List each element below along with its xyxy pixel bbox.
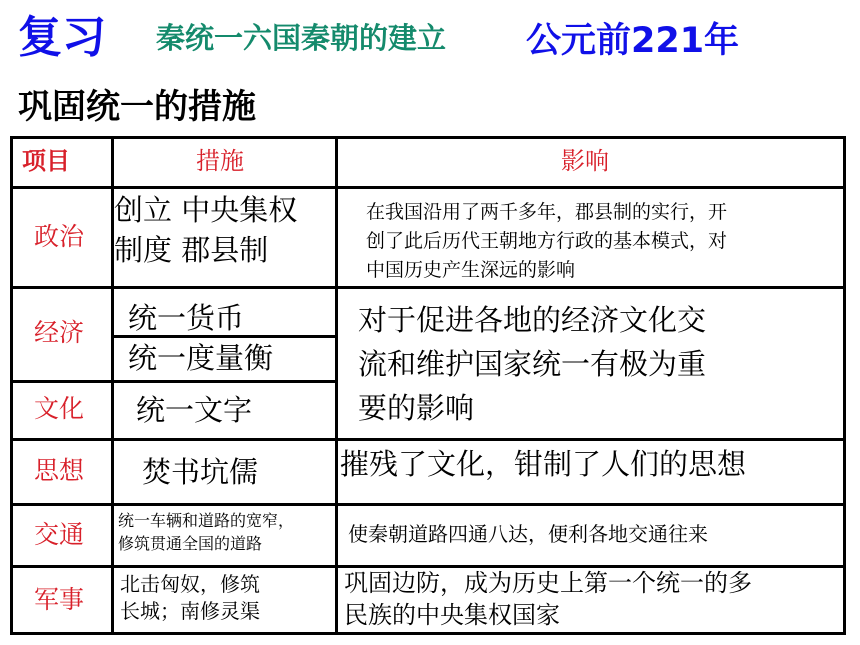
table-border-right (843, 136, 846, 635)
politics-measure-line1: 创立 中央集权 (114, 193, 298, 227)
column-header-impact: 影响 (561, 147, 609, 175)
section-title: 巩固统一的措施 (18, 87, 256, 127)
transport-impact: 使秦朝道路四通八达，便利各地交通往来 (348, 522, 708, 546)
economy-culture-impact-line3: 要的影响 (358, 391, 475, 425)
row-label-military: 军事 (34, 585, 85, 614)
table-rule (10, 438, 846, 441)
politics-impact-line1: 在我国沿用了两千多年，郡县制的实行，开 (366, 201, 728, 223)
review-title: 复习 (18, 12, 106, 63)
table-rule (10, 380, 337, 383)
economy-measure-line1: 统一货币 (128, 301, 245, 335)
column-header-item: 项目 (22, 147, 70, 175)
table-col-rule (335, 136, 338, 635)
thought-impact: 摧残了文化，钳制了人们的思想 (340, 447, 747, 481)
military-measure-line1: 北击匈奴，修筑 (120, 572, 260, 596)
table-rule (10, 186, 846, 189)
transport-measure-line2: 修筑贯通全国的道路 (118, 534, 263, 553)
economy-culture-impact-line2: 流和维护国家统一有极为重 (358, 347, 707, 381)
politics-impact-line3: 中国历史产生深远的影响 (366, 259, 576, 281)
thought-measure: 焚书坑儒 (142, 455, 259, 489)
row-label-culture: 文化 (34, 394, 85, 423)
table-rule (10, 286, 846, 289)
row-label-transport: 交通 (34, 520, 85, 549)
row-label-thought: 思想 (34, 456, 85, 485)
row-label-politics: 政治 (34, 222, 85, 251)
column-header-measure: 措施 (196, 147, 244, 175)
transport-measure-line1: 统一车辆和道路的宽窄， (118, 511, 295, 530)
economy-culture-impact-line1: 对于促进各地的经济文化交 (358, 303, 707, 337)
table-border-bottom (10, 632, 846, 635)
topic-title: 秦统一六国秦朝的建立 (156, 21, 447, 55)
politics-impact-line2: 创了此后历代王朝地方行政的基本模式，对 (366, 230, 728, 252)
economy-measure-line2: 统一度量衡 (128, 341, 274, 375)
table-border-top (10, 136, 846, 139)
culture-measure: 统一文字 (136, 393, 253, 427)
row-label-economy: 经济 (34, 318, 85, 347)
military-impact-line1: 巩固边防，成为历史上第一个统一的多 (344, 569, 752, 597)
military-impact-line2: 民族的中央集权国家 (344, 601, 560, 629)
table-border-left (10, 136, 13, 635)
date-title: 公元前221年 (526, 21, 740, 61)
military-measure-line2: 长城；南修灵渠 (120, 599, 260, 623)
table-rule (10, 503, 846, 506)
politics-measure-line2: 制度 郡县制 (114, 233, 269, 267)
